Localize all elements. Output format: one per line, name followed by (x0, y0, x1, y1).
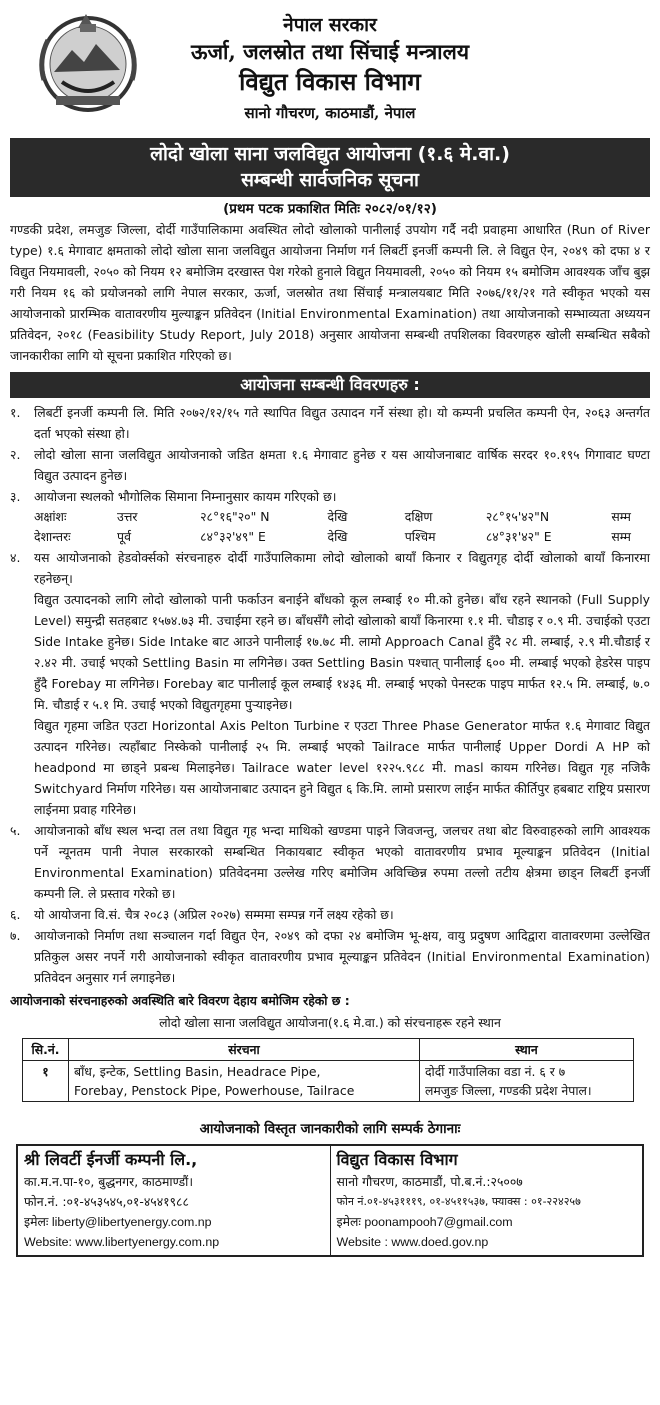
company-email[interactable]: इमेलः liberty@libertyenergy.com.np (24, 1214, 212, 1229)
item-number: ३. (10, 488, 21, 504)
structure-line: बाँध, इन्टेक, Settling Basin, Headrace Pipe, (74, 1063, 321, 1079)
item-text: आयोजनाको निर्माण तथा सञ्चालन गर्दा विद्युत ऐन, २०४९ को दफा २४ बमोजिम भू-क्षय, वायु प्रदुषण आदिद्वारा वातावरणमा उल्लेखित प्रतिकुल असर नपर्ने गरी आयोजनाको स्वीकृत वातावरणीय प्रभाव मूल्याङ्कन प्रतिवेदन (Initial Environmental Examination) प्रतिवेदन अनुसार गर्न लगाइनेछ। (34, 927, 650, 985)
table-header-serial: सि.नं. (23, 1038, 69, 1060)
list-item (10, 904, 650, 925)
structure-line: Forebay, Penstock Pipe, Powerhouse, Tailrace (74, 1082, 355, 1098)
table-header-location: स्थान (419, 1038, 633, 1060)
intro-paragraph: गण्डकी प्रदेश, लमजुङ जिल्ला, दोर्दी गाउँपालिकामा अवस्थित लोदो खोलाको पानीलाई उपयोग गर्दै नदी प्रवाहमा आधारित (Run of River type) १.६ मेगावाट क्षमताको लोदो खोला साना जलविद्युत आयोजना निर्माण गर्न लिबर्टी इनर्जी कम्पनी लि. ले विद्युत ऐन, २०४९ को दफा ४ र विद्युत नियमावली, २०५० को नियम १२ बमोजिम दरखास्त पेश गरेको हुनाले विद्युत नियमावली, २०५० को नियम १५ बमोजिम आवश्यक जाँच बुझ गरी नियम १६ को प्रयोजनको लागि नेपाल सरकार, ऊर्जा, जलस्रोत तथा सिंचाई मन्त्रालयबाट मिति २०७६/११/२१ गते स्वीकृत भएको यस आयोजनाको प्रारम्भिक वातावरणीय मुल्याङ्कन प्रतिवेदन (Initial Environmental Examination) तथा आयोजनाको सम्भाव्यता अध्ययन प्रतिवेदन, २०१८ (Feasibility Study Report, July 2018) अनुसार आयोजना सम्बन्धी तपशिलका विवरणहरु खोली सम्बन्धित सबैको जानकारीका लागि यो सूचना प्रकाशित गरिएको छ। (10, 221, 650, 363)
table-cell-location (419, 1060, 633, 1101)
item-text: यो आयोजना वि.सं. चैत्र २०८३ (अप्रिल २०२७) सम्ममा सम्पन्न गर्ने लक्ष्य रहेको छ। (34, 906, 394, 922)
list-item (10, 820, 650, 904)
notice-title-line1: लोदो खोला साना जलविद्युत आयोजना (१.६ मे.वा.) (150, 143, 510, 165)
ministry-name: ऊर्जा, जलस्रोत तथा सिंचाई मन्त्रालय (190, 39, 470, 64)
table-cell-serial: १ (23, 1060, 69, 1101)
item-text: आयोजना स्थलको भौगोलिक सिमाना निम्नानुसार कायम गरिएको छ। (34, 488, 337, 504)
list-item (10, 402, 650, 444)
department-address: सानो गौचरण, काठमाडौं, नेपाल (244, 104, 416, 122)
structures-note: आयोजनाको संरचनाहरुको अवस्थिति बारे विवरण देहाय बमोजिम रहेको छ : (10, 992, 350, 1008)
coord-from: देखि (327, 508, 348, 524)
coord-until: सम्म (611, 508, 631, 524)
item-text: आयोजनाको बाँध स्थल भन्दा तल तथा विद्युत गृह भन्दा माथिको खण्डमा पाइने जिवजन्तु, जलचर तथा बोट विरुवाहरुको लागि आवश्यक पर्ने न्यूनतम पानी नेपाल सरकारको सम्बन्धित निकायबाट स्वीकृत भएको वातावरणीय प्रभाव मूल्याङ्कन प्रतिवेदन (Initial Environmental Examination) प्रतिवेदनमा उल्लेख गरिए बमोजिम अविच्छिन्न रुपमा तल्लो तटीय क्षेत्रमा छाड्न लिबर्टी इनर्जी कम्पनी लि. ले प्रस्ताव गरेको छ। (34, 822, 650, 901)
department-contact-address: सानो गौचरण, काठमाडौं, पो.ब.नं.:२५००७ (336, 1173, 523, 1189)
department-contact-name: विद्युत विकास विभाग (336, 1149, 458, 1169)
coord-direction: पश्चिम (404, 528, 436, 544)
latitude-row (10, 507, 650, 527)
location-line: दोर्दी गाउँपालिका वडा नं. ६ र ७ (424, 1063, 566, 1079)
header (10, 6, 650, 138)
coord-direction: दक्षिण (404, 508, 433, 524)
table-caption: लोदो खोला साना जलविद्युत आयोजना(१.६ मे.वा.) को संरचनाहरू रहने स्थान (159, 1014, 501, 1030)
item-number: १. (10, 404, 21, 420)
list-item (10, 925, 650, 988)
contact-company (18, 1146, 330, 1255)
coord-value: २८°१५'४२"N (485, 508, 550, 524)
item-paragraph: विद्युत उत्पादनको लागि लोदो खोलाको पानी फर्काउन बनाईने बाँधको कूल लम्बाई १० मी.को हुनेछ। बाँध रहने स्थानको (Full Supply Level) समुन्द्री सतहबाट १५७४.७३ मी. उचाईमा रहने छ। बाँधसँगै लोदो खोलाको बायाँ किनारमा १.१ मी. चौडाइ र ०.९ मी. उचाईको एउटा Side Intake हुनेछ। Side Intake बाट आउने पानीलाई १७.७८ मी. लामो Approach Canal हुँदै २८ मी. लम्बाई, २.९ मी.चौडाई र २.४२ मी. उचाई भएको Settling Basin मा लगिनेछ। उक्त Settling Basin पश्चात् पानीलाई ६०० मी. लम्बाई भएको हेडरेस पाइप हुँदै Forebay मा लगिनेछ। Forebay बाट पानीलाई कूल लम्बाई १४३६ मी. लम्बाई भएको पेनस्टक पाइप मार्फत १२.५ मि. लम्बाई, ७.० मि. चौडाई र ५.१ मि. उचाई भएको विद्युतगृहमा पुऱ्याइनेछ। (34, 591, 650, 712)
notice-title-line2: सम्बन्धी सार्वजनिक सूचना (241, 169, 419, 191)
location-line: लमजुङ जिल्ला, गण्डकी प्रदेश नेपाल। (424, 1082, 592, 1098)
department-name: विद्युत विकास विभाग (239, 67, 421, 96)
table-row (23, 1060, 634, 1101)
item-number: ४. (10, 549, 21, 565)
list-item (10, 444, 650, 486)
coord-from: देखि (327, 528, 348, 544)
section-title-bar: आयोजना सम्बन्धी विवरणहरु : (10, 372, 650, 398)
contact-heading: आयोजनाको विस्तृत जानकारीको लागि सम्पर्क ठेगानाः (199, 1120, 461, 1137)
department-contact-email[interactable]: इमेलः poonampooh7@gmail.com (336, 1214, 513, 1229)
item-number: २. (10, 446, 21, 462)
government-name: नेपाल सरकार (283, 14, 377, 36)
contact-department (330, 1146, 643, 1255)
company-phone: फोन.नं. :०१-४५३५४५,०१-४५४१९८८ (24, 1193, 189, 1209)
longitude-row (10, 527, 650, 547)
item-number: ७. (10, 927, 21, 943)
coord-direction: उत्तर (117, 508, 138, 524)
item-text: लोदो खोला साना जलविद्युत आयोजनाको जडित क्षमता १.६ मेगावाट हुनेछ र यस आयोजनाबाट वार्षिक सरदर १०.१९५ गिगावाट घण्टा विद्युत उत्पादन हुनेछ। (34, 446, 650, 483)
coord-label: अक्षांशः (34, 508, 67, 524)
department-contact-phone: फोन नं.०१-४५३१११९, ०१-४५११५३७, फ्याक्स : ०१-२२४२५७ (336, 1194, 581, 1208)
item-text: यस आयोजनाको हेडवोर्क्सको संरचनाहरु दोर्दी गाउँपालिकामा लोदो खोलाको बायाँ किनार र विद्युतगृह दोर्दी खोलाको बायाँ किनारमा रहनेछन्। (34, 549, 650, 586)
coord-until: सम्म (611, 528, 631, 544)
list-item (10, 547, 650, 589)
coord-value: ८४°३१'४२" E (485, 528, 552, 544)
list-item (10, 486, 650, 507)
coord-direction: पूर्व (117, 528, 131, 544)
item-number: ५. (10, 822, 21, 838)
structures-table (22, 1038, 634, 1102)
item-paragraph: विद्युत गृहमा जडित एउटा Horizontal Axis Pelton Turbine र एउटा Three Phase Generator मार्फत १.६ मेगावाट विद्युत उत्पादन गरिनेछ। त्यहाँबाट निस्केको पानीलाई २५ मि. लम्बाई भएको Tailrace मार्फत पानीलाई Upper Dordi A HP को headpond मा छाड्ने प्रबन्ध मिलाइनेछ। Tailrace water level १२२५.९८८ मी. masl कायम गरिनेछ। विद्युत गृह नजिकै Switchyard निर्माण गरिनेछ। यस आयोजनाबाट उत्पादन हुने विद्युत ६ कि.मि. लामो प्रसारण लाईन मार्फत कीर्तिपुर हबबाट राष्ट्रिय प्रसारण लाईनमा प्रवाह गरिनेछ। (34, 717, 650, 817)
notice-title-bar (10, 138, 650, 197)
item-number: ६. (10, 906, 21, 922)
coord-label: देशान्तरः (34, 528, 71, 544)
coord-value: ८४°३२'४९" E (200, 528, 266, 544)
table-cell-structure (69, 1060, 420, 1101)
company-address: का.म.न.पा-१०, बुद्धनगर, काठमाण्डौं। (24, 1173, 194, 1189)
coord-value: २८°१६"२०" N (200, 508, 270, 524)
item-text: लिबर्टी इनर्जी कम्पनी लि. मिति २०७२/१२/१५ गते स्थापित विद्युत उत्पादन गर्ने संस्था हो। यो कम्पनी प्रचलित कम्पनी ऐन, २०६३ अन्तर्गत दर्ता भएको संस्था हो। (34, 404, 650, 441)
table-header-row (23, 1038, 634, 1060)
published-date: (प्रथम पटक प्रकाशित मितिः २०८२/०१/१२) (223, 201, 437, 217)
department-contact-website[interactable]: Website : www.doed.gov.np (336, 1234, 489, 1249)
company-name: श्री लिवर्टी ईनर्जी कम्पनी लि., (24, 1149, 198, 1169)
table-header-structure: संरचना (69, 1038, 420, 1060)
company-website[interactable]: Website: www.libertyenergy.com.np (24, 1234, 220, 1249)
contact-box (16, 1144, 644, 1257)
